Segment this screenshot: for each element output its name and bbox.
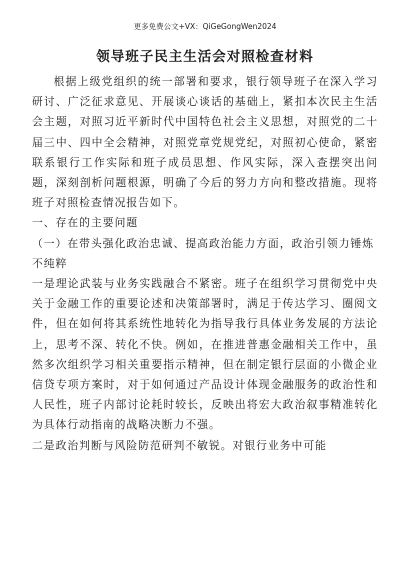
subsection-heading-1: （一）在带头强化政治忠诚、提高政治能力方面，政治引领力锤炼不纯粹 <box>32 236 375 270</box>
document-title: 领导班子民主生活会对照检查材料 <box>96 49 314 65</box>
section-heading-1: 一、存在的主要问题 <box>32 216 139 230</box>
problem-paragraph-1: 一是理论武装与业务实践融合不紧密。班子在组织学习贯彻党中央关于金融工作的重要论述和决策部署时，满足于传达学习、圈阅文件，但在如何将其系统性地转化为指导我行具体业务发展的方法论上，思考不深、转化不快。例如，在推进普惠金融相关工作中，虽然多次组织学习相关重要指示精神，但在制定银行层面的小微企业信贷专项方案时，对于如何通过产品设计体现金融服务的政治性和人民性，班子内部讨论耗时较长，反映出将宏大政治叙事精准转化为具体行动指南的战略决断力不强。 <box>32 277 378 432</box>
intro-paragraph: 根据上级党组织的统一部署和要求，银行领导班子在深入学习研讨、广泛征求意见、开展谈心谈话的基础上，紧扣本次民主生活会主题，对照习近平新时代中国特色社会主义思想，对照党的二十届三中、四中全会精神，对照党章党规党纪，对照初心使命，紧密联系银行工作实际和班子成员思想、作风实际，深入查摆突出问题，深刻剖析问题根源，明确了今后的努力方向和整改措施。现将班子对照检查情况报告如下。 <box>32 75 378 210</box>
problem-paragraph-2: 二是政治判断与风险防范研判不敏锐。对银行业务中可能 <box>32 438 327 452</box>
header-note: 更多免费公文+VX：QiGeGongWen2024 <box>133 22 277 31</box>
